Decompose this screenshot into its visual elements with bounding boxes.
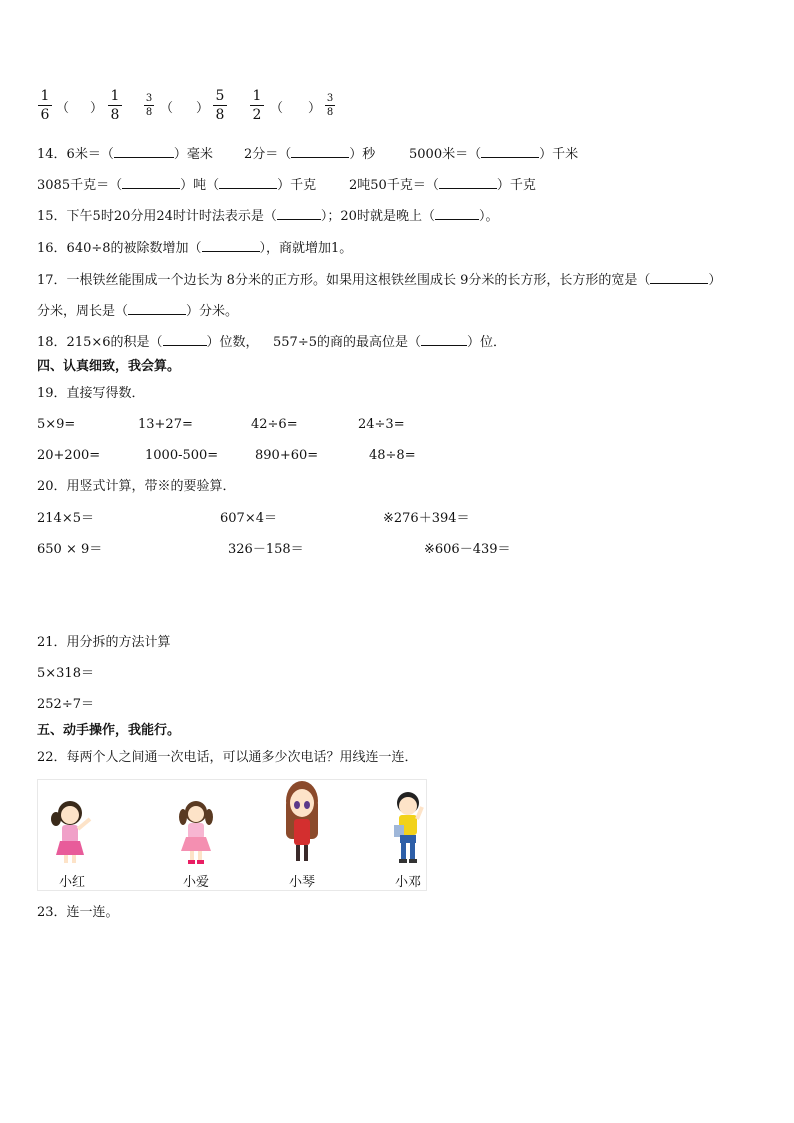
answer-blank[interactable] — [277, 207, 321, 220]
child-name: 小琴 — [288, 875, 315, 890]
answer-blank[interactable] — [122, 176, 180, 189]
question-22-title: 22．每两个人之间通一次电话，可以通多少次电话？用线连一连． — [37, 750, 418, 765]
answer-paren-right: ） — [308, 101, 322, 116]
question-20-title: 20．用竖式计算，带※的要验算． — [37, 479, 236, 494]
calc-item: ※276＋394＝ — [383, 511, 470, 526]
answer-blank[interactable] — [291, 145, 349, 158]
calc-item: 607×4＝ — [220, 511, 277, 526]
question-17-line-1: 17．一根铁丝能围成一个边长为 8分米的正方形。如果用这根铁丝围成长 9分米的长方形，长方形的宽是（ ） — [37, 273, 722, 288]
question-15: 15．下午5时20分用24时计时法表示是（ ）；20时就是晚上（ ）。 — [37, 209, 499, 224]
child-name: 小红 — [58, 875, 85, 890]
section-heading-5: 五、动手操作，我能行。 — [37, 723, 181, 738]
question-18: 18．215×6的积是（ ）位数， — [37, 335, 259, 350]
child-xiaodeng[interactable] — [378, 789, 438, 890]
fraction: 3 8 — [145, 93, 153, 118]
calc-item: 5×9= — [37, 417, 76, 432]
girl-icon — [46, 797, 98, 865]
girl-icon — [280, 779, 324, 865]
question-14-line-2: 3085千克＝（ ）吨（ ）千克 — [37, 178, 317, 193]
boy-icon — [388, 789, 428, 865]
calc-item: 890+60= — [255, 448, 319, 463]
answer-blank[interactable] — [163, 333, 207, 346]
answer-blank[interactable] — [421, 333, 467, 346]
calc-item: 650 × 9＝ — [37, 542, 103, 557]
fraction: 3 8 — [326, 93, 334, 118]
calc-item: 20+200= — [37, 448, 101, 463]
calc-item: 326－158＝ — [228, 542, 304, 557]
answer-paren-left: （ — [160, 101, 174, 116]
child-xiaohong[interactable] — [42, 797, 102, 890]
fraction: 1 6 — [38, 88, 52, 123]
fraction: 1 2 — [250, 88, 264, 123]
answer-blank[interactable] — [202, 239, 260, 252]
children-picture — [37, 779, 427, 891]
answer-blank[interactable] — [128, 302, 186, 315]
calc-item: 214×5＝ — [37, 511, 94, 526]
question-17-line-2: 分米，周长是（ ）分米。 — [37, 304, 239, 319]
calc-item: 42÷6= — [251, 417, 298, 432]
answer-blank[interactable] — [439, 176, 497, 189]
calc-item: 24÷3= — [358, 417, 405, 432]
fraction: 5 8 — [213, 88, 227, 123]
question-21-title: 21．用分拆的方法计算 — [37, 635, 171, 650]
answer-blank[interactable] — [114, 145, 174, 158]
question-23-title: 23．连一连。 — [37, 905, 119, 920]
child-xiaoai[interactable] — [166, 797, 226, 890]
section-heading-4: 四、认真细致，我会算。 — [37, 359, 181, 374]
calc-item: 1000-500= — [145, 448, 219, 463]
answer-paren-right: ） — [90, 101, 104, 116]
child-xiaoqin[interactable] — [272, 779, 332, 890]
calc-item: 48÷8= — [369, 448, 416, 463]
answer-blank[interactable] — [219, 176, 277, 189]
calc-item: ※606－439＝ — [424, 542, 511, 557]
question-19-title: 19．直接写得数． — [37, 386, 145, 401]
child-name: 小邓 — [394, 875, 421, 890]
answer-blank[interactable] — [435, 207, 479, 220]
answer-blank[interactable] — [650, 271, 708, 284]
question-14-line-1: 14．6米＝（ ）毫米 — [37, 147, 213, 162]
answer-blank[interactable] — [481, 145, 539, 158]
girl-icon — [173, 797, 219, 865]
calc-item: 252÷7＝ — [37, 697, 94, 712]
child-name: 小爱 — [182, 875, 209, 890]
question-16: 16．640÷8的被除数增加（ ），商就增加1。 — [37, 241, 353, 256]
answer-paren-right: ） — [196, 101, 210, 116]
answer-paren-left: （ — [56, 101, 70, 116]
calc-item: 5×318＝ — [37, 666, 94, 681]
answer-paren-left: （ — [270, 101, 284, 116]
fraction: 1 8 — [108, 88, 122, 123]
calc-item: 13+27= — [138, 417, 193, 432]
